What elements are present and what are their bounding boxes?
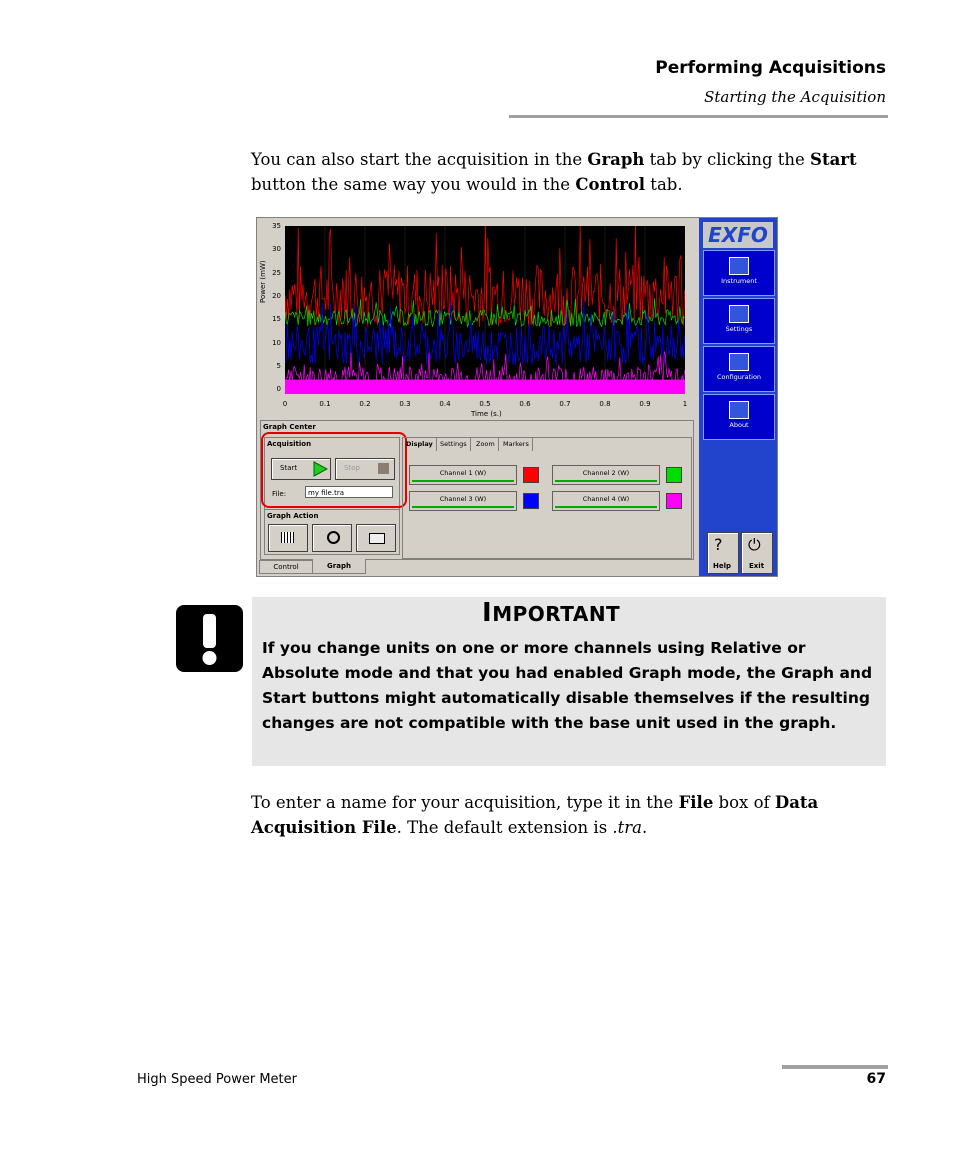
outro-paragraph [251,790,871,840]
intro-text-4: tab. [645,175,683,194]
grid-button[interactable] [268,524,308,552]
y-tick-label: 5 [276,361,281,370]
channel-3-color-swatch[interactable] [523,493,539,509]
outro-text-1: To enter a name for your acquisition, type it in the [251,793,679,812]
sidebar-item-instrument[interactable] [703,250,775,296]
y-tick-label: 20 [272,291,281,300]
channel-4-button[interactable]: Channel 4 (W) [552,491,660,511]
outro-bold-file: File [678,793,714,812]
exfo-sidebar [699,218,777,576]
file-label: File: [272,490,287,498]
channel-3-button[interactable]: Channel 3 (W) [409,491,517,511]
sidebar-item-label: Settings [725,325,753,333]
tab-control[interactable]: Control [259,560,313,574]
exit-label: Exit [749,562,765,570]
highlight-circle [261,432,407,508]
tab-display[interactable]: Display [403,438,437,451]
grid-icon [281,532,294,543]
footer-product-name: High Speed Power Meter [137,1072,297,1087]
sidebar-item-configuration[interactable] [703,346,775,392]
exclamation-icon [176,605,243,672]
x-axis-label: Time (s.) [471,410,502,418]
display-tab-panel [402,437,692,559]
power-icon: ⏻ [748,535,761,554]
printer-icon [369,533,385,544]
y-axis-label: Power (mW) [259,260,267,303]
zoom-button[interactable] [312,524,352,552]
x-tick-label: 0.9 [639,400,651,408]
software-screenshot [256,217,778,577]
channel-2-button[interactable]: Channel 2 (W) [552,465,660,485]
running-header-title: Performing Acquisitions [655,58,886,78]
outro-italic-extension: .tra [612,818,643,837]
important-text: If you change units on one or more channels using Relative or Absolute mode and that you had enabled Graph mode, the Graph and Start buttons might automatically disable themselves if the resulting changes are not compatible with the base unit used in the graph. [262,639,873,732]
tab-settings[interactable]: Settings [437,438,471,451]
intro-text-2: tab by clicking the [644,150,811,169]
about-icon [729,401,749,419]
footer-rule [782,1065,888,1069]
y-tick-label: 15 [272,315,281,324]
help-button[interactable] [707,532,739,574]
outro-bold-data-acquisition-file: Data Acquisition File [251,793,819,837]
important-title [482,598,620,628]
graph-action-label: Graph Action [267,512,319,520]
outro-text-4: . [642,818,648,837]
y-tick-label: 30 [272,245,281,254]
sidebar-item-label: Configuration [716,373,762,381]
help-icon: ? [714,535,723,554]
tab-graph[interactable]: Graph [312,559,366,574]
page-number: 67 [866,1071,886,1087]
x-tick-label: 0.8 [599,400,611,408]
instrument-icon [729,257,749,275]
sidebar-item-about[interactable] [703,394,775,440]
x-tick-label: 0.5 [479,400,491,408]
intro-paragraph [251,147,871,197]
intro-text-3: button the same way you would in the [251,175,576,194]
y-tick-label: 35 [272,222,281,230]
x-tick-label: 0 [282,400,288,408]
x-tick-label: 0.7 [559,400,571,408]
sidebar-item-label: Instrument [721,277,757,285]
header-rule [509,115,888,118]
channel-4-color-swatch[interactable] [666,493,682,509]
exit-button[interactable] [741,532,773,574]
acquisition-label: Acquisition [267,440,312,448]
start-button-label: Start [280,464,298,472]
graph-center-panel [260,420,694,560]
settings-icon [729,305,749,323]
configuration-icon [729,353,749,371]
outro-text-3: . The default extension is [396,818,613,837]
stop-button-label: Stop [344,464,360,472]
power-trace-base [285,380,685,394]
channel-1-color-swatch[interactable] [523,467,539,483]
x-tick-label: 0.2 [359,400,371,408]
important-title-initial: I [482,598,493,628]
y-tick-label: 10 [272,338,281,347]
y-tick-label: 25 [272,268,281,277]
x-tick-label: 0.4 [439,400,451,408]
exfo-logo: EXFO [703,222,773,248]
intro-bold-control: Control [575,175,646,194]
print-button[interactable] [356,524,396,552]
x-tick-label: 0.1 [319,400,331,408]
graph-action-group [264,509,400,555]
x-tick-label: 0.3 [399,400,411,408]
help-label: Help [713,562,732,570]
x-tick-label: 0.6 [519,400,531,408]
outro-text-2: box of [713,793,775,812]
intro-text-1: You can also start the acquisition in the [251,150,588,169]
tab-markers[interactable]: Markers [500,438,533,451]
magnifier-icon [327,531,340,544]
sidebar-item-label: About [729,421,749,429]
graph-center-label: Graph Center [263,423,316,431]
channel-2-color-swatch[interactable] [666,467,682,483]
intro-bold-start: Start [810,150,857,169]
running-header-subtitle: Starting the Acquisition [704,88,886,106]
power-graph [285,226,685,394]
channel-1-button[interactable]: Channel 1 (W) [409,465,517,485]
file-input[interactable]: my file.tra [305,486,393,498]
tab-zoom[interactable]: Zoom [473,438,499,451]
important-title-rest: MPORTANT [492,602,621,626]
x-tick-label: 1 [682,400,688,408]
intro-bold-graph: Graph [587,150,645,169]
power-trace-plot [285,226,685,394]
y-tick-label: 0 [276,385,281,394]
sidebar-item-settings[interactable] [703,298,775,344]
